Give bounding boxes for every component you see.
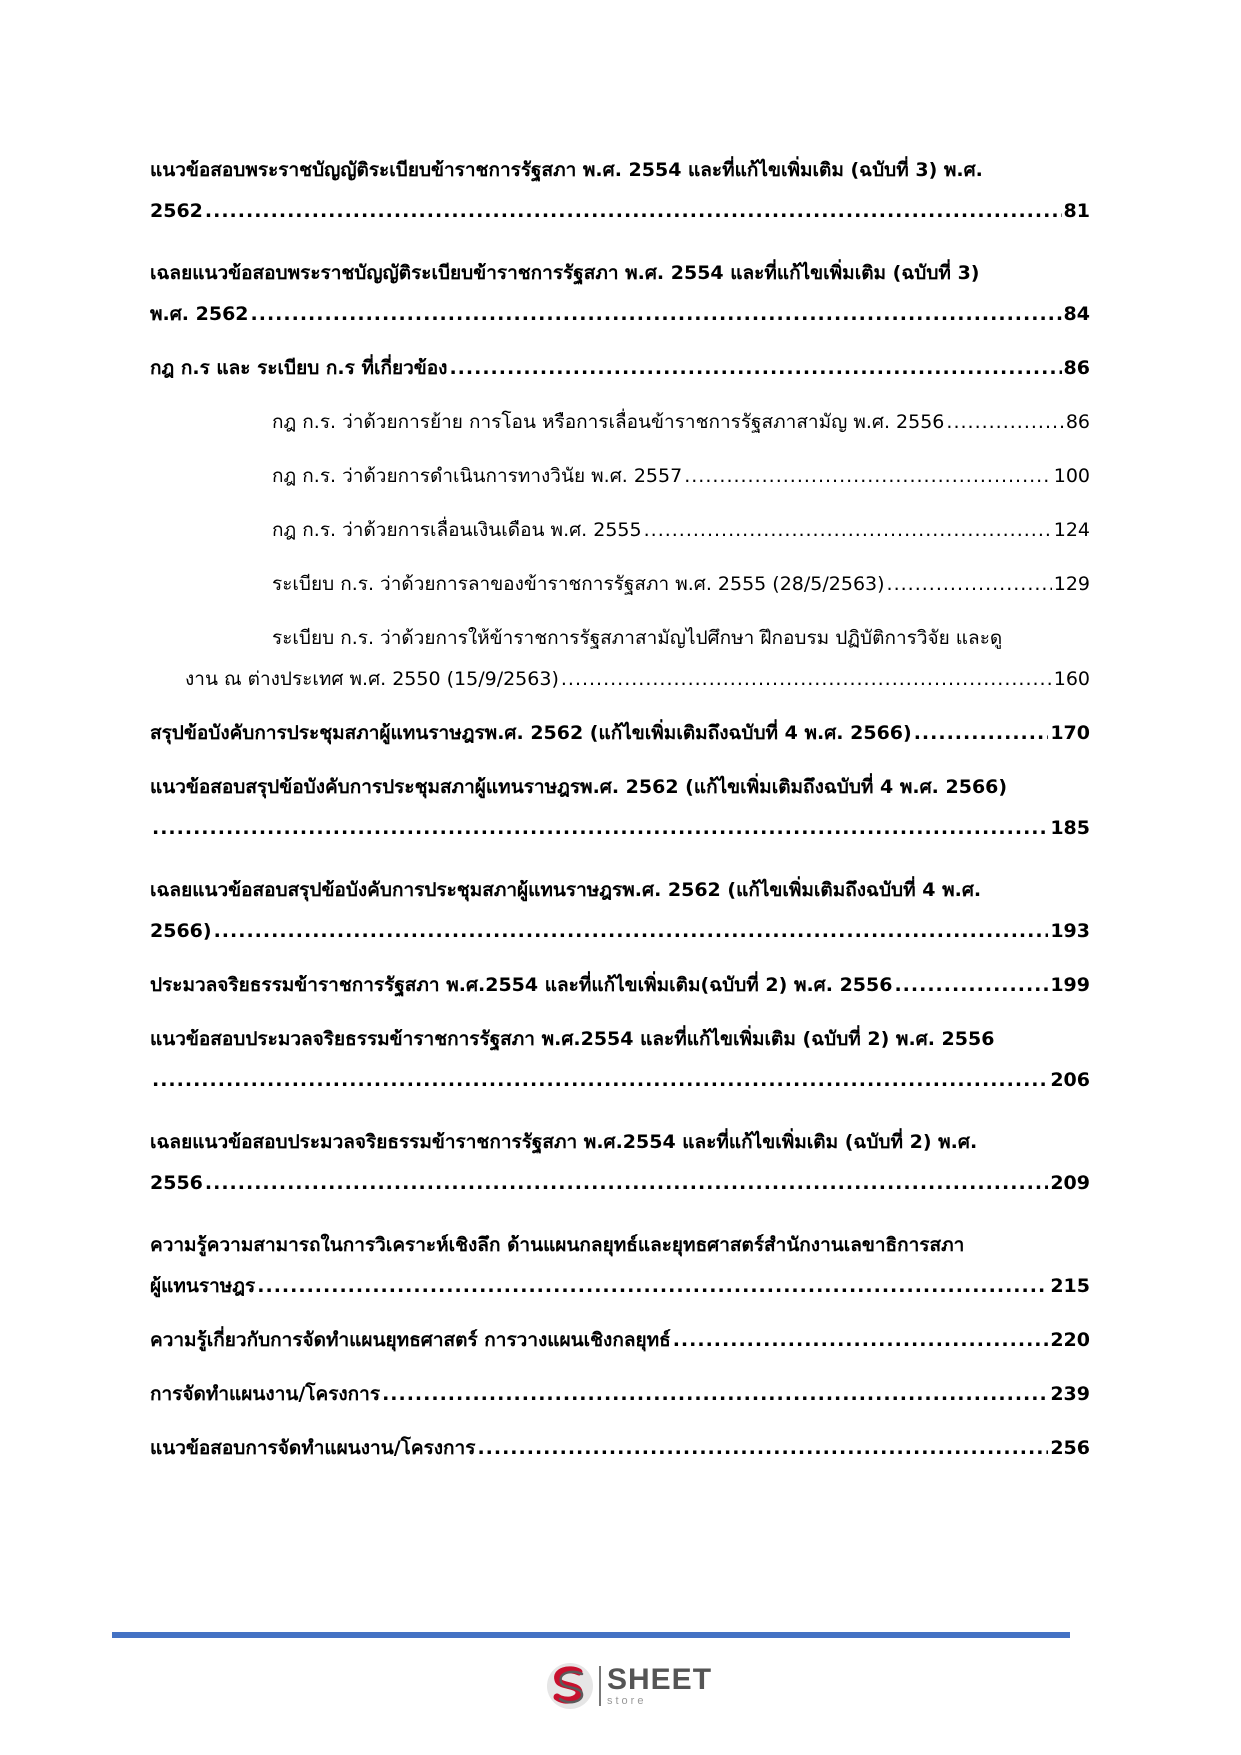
toc-page-number: 193 (1050, 920, 1090, 942)
logo-divider (599, 1666, 601, 1706)
table-of-contents (150, 150, 1090, 1469)
toc-page-number: 220 (1050, 1329, 1090, 1351)
dot-leader (684, 456, 1052, 497)
toc-entry[interactable] (150, 348, 1090, 389)
toc-entry-title: เฉลยแนวข้อสอบพระราชบัญญัติระเบียบข้าราชการรัฐสภา พ.ศ. 2554 และที่แก้ไขเพิ่มเติม (ฉบับที่ 3) (150, 262, 980, 284)
toc-page-number: 129 (1053, 573, 1090, 595)
toc-page-number: 256 (1050, 1437, 1090, 1459)
toc-entry[interactable] (150, 965, 1090, 1006)
dot-leader (152, 1060, 1048, 1101)
toc-entry-title-cont: 2566) (150, 920, 212, 942)
toc-entry[interactable] (150, 767, 1090, 849)
logo-text (607, 1665, 712, 1707)
toc-page-number: 206 (1050, 1069, 1090, 1091)
toc-entry[interactable] (150, 1225, 1090, 1307)
toc-entry-title: การจัดทำแผนงาน/โครงการ (150, 1383, 381, 1405)
toc-entry-title-cont: พ.ศ. 2562 (150, 303, 249, 325)
toc-entry[interactable] (150, 1428, 1090, 1469)
toc-entry-title: ความรู้ความสามารถในการวิเคราะห์เชิงลึก ด้านแผนกลยุทธ์และยุทธศาสตร์สำนักงานเลขาธิการสภา (150, 1234, 965, 1256)
toc-entry-title: สรุปข้อบังคับการประชุมสภาผู้แทนราษฎรพ.ศ. 2562 (แก้ไขเพิ่มเติมถึงฉบับที่ 4 พ.ศ. 2566) (150, 722, 912, 744)
dot-leader (946, 402, 1063, 443)
toc-entry[interactable] (150, 253, 1090, 335)
toc-subentry[interactable] (150, 456, 1090, 497)
dot-leader (477, 1428, 1048, 1469)
toc-page-number: 100 (1053, 465, 1090, 487)
toc-entry-title-cont: 2556 (150, 1172, 203, 1194)
toc-entry-title: เฉลยแนวข้อสอบประมวลจริยธรรมข้าราชการรัฐสภา พ.ศ.2554 และที่แก้ไขเพิ่มเติม (ฉบับที่ 2) พ.ศ. (150, 1131, 978, 1153)
toc-entry[interactable] (150, 150, 1090, 232)
toc-entry-title: แนวข้อสอบการจัดทำแผนงาน/โครงการ (150, 1437, 476, 1459)
logo-word: SHEET (607, 1663, 713, 1696)
toc-entry-title: ระเบียบ ก.ร. ว่าด้วยการให้ข้าราชการรัฐสภาสามัญไปศึกษา ฝึกอบรม ปฏิบัติการวิจัย และดู (272, 627, 1003, 649)
toc-page-number: 215 (1050, 1275, 1090, 1297)
sheet-store-logo-icon (545, 1661, 595, 1711)
dot-leader (251, 294, 1062, 335)
dot-leader (152, 808, 1048, 849)
dot-leader (561, 659, 1052, 700)
toc-subentry[interactable] (150, 402, 1090, 443)
dot-leader (205, 1163, 1048, 1204)
toc-entry-title: ความรู้เกี่ยวกับการจัดทำแผนยุทธศาสตร์ การวางแผนเชิงกลยุทธ์ (150, 1329, 671, 1351)
toc-entry-title: เฉลยแนวข้อสอบสรุปข้อบังคับการประชุมสภาผู้แทนราษฎรพ.ศ. 2562 (แก้ไขเพิ่มเติมถึงฉบับที่ 4 พ.ศ. (150, 879, 982, 901)
toc-entry-title: กฎ ก.ร. ว่าด้วยการเลื่อนเงินเดือน พ.ศ. 2555 (272, 519, 642, 541)
footer-divider (112, 1632, 1070, 1638)
toc-entry-title: แนวข้อสอบประมวลจริยธรรมข้าราชการรัฐสภา พ.ศ.2554 และที่แก้ไขเพิ่มเติม (ฉบับที่ 2) พ.ศ. 2556 (150, 1028, 995, 1050)
toc-entry-title-cont: งาน ณ ต่างประเทศ พ.ศ. 2550 (15/9/2563) (185, 668, 559, 690)
toc-entry-title: ระเบียบ ก.ร. ว่าด้วยการลาของข้าราชการรัฐสภา พ.ศ. 2555 (28/5/2563) (272, 573, 885, 595)
dot-leader (257, 1266, 1048, 1307)
toc-entry[interactable] (150, 1320, 1090, 1361)
toc-page-number: 86 (1065, 411, 1090, 433)
dot-leader (205, 191, 1062, 232)
dot-leader (449, 348, 1061, 389)
toc-page-number: 185 (1050, 817, 1090, 839)
toc-subentry[interactable] (150, 618, 1090, 700)
toc-entry[interactable] (150, 1019, 1090, 1101)
dot-leader (644, 510, 1052, 551)
toc-page-number: 170 (1050, 722, 1090, 744)
toc-entry-title: ประมวลจริยธรรมข้าราชการรัฐสภา พ.ศ.2554 และที่แก้ไขเพิ่มเติม(ฉบับที่ 2) พ.ศ. 2556 (150, 974, 893, 996)
toc-entry-title: กฎ ก.ร และ ระเบียบ ก.ร ที่เกี่ยวข้อง (150, 357, 448, 379)
toc-page-number: 199 (1050, 974, 1090, 996)
sheet-store-logo (545, 1658, 712, 1714)
toc-entry[interactable] (150, 713, 1090, 754)
toc-page-number: 124 (1053, 519, 1090, 541)
dot-leader (887, 564, 1052, 605)
dot-leader (673, 1320, 1049, 1361)
toc-page-number: 84 (1063, 303, 1090, 325)
toc-entry-title: แนวข้อสอบพระราชบัญญัติระเบียบข้าราชการรัฐสภา พ.ศ. 2554 และที่แก้ไขเพิ่มเติม (ฉบับที่ 3) พ.ศ. (150, 159, 983, 181)
toc-page-number: 239 (1050, 1383, 1090, 1405)
toc-entry-title: แนวข้อสอบสรุปข้อบังคับการประชุมสภาผู้แทนราษฎรพ.ศ. 2562 (แก้ไขเพิ่มเติมถึงฉบับที่ 4 พ.ศ. 2566) (150, 776, 1008, 798)
toc-entry[interactable] (150, 870, 1090, 952)
logo-subtitle: store (607, 1695, 647, 1707)
toc-page-number: 160 (1053, 668, 1090, 690)
toc-subentry[interactable] (150, 510, 1090, 551)
dot-leader (214, 911, 1049, 952)
toc-subentry[interactable] (150, 564, 1090, 605)
toc-entry-title-cont: ผู้แทนราษฎร (150, 1275, 256, 1297)
toc-entry-title: กฎ ก.ร. ว่าด้วยการดำเนินการทางวินัย พ.ศ. 2557 (272, 465, 683, 487)
toc-entry-title: กฎ ก.ร. ว่าด้วยการย้าย การโอน หรือการเลื่อนข้าราชการรัฐสภาสามัญ พ.ศ. 2556 (272, 411, 945, 433)
toc-entry-title-cont: 2562 (150, 200, 203, 222)
toc-entry[interactable] (150, 1374, 1090, 1415)
dot-leader (914, 713, 1049, 754)
toc-entry[interactable] (150, 1122, 1090, 1204)
toc-page-number: 209 (1050, 1172, 1090, 1194)
toc-page-number: 81 (1063, 200, 1090, 222)
dot-leader (894, 965, 1048, 1006)
dot-leader (382, 1374, 1048, 1415)
toc-page-number: 86 (1063, 357, 1090, 379)
